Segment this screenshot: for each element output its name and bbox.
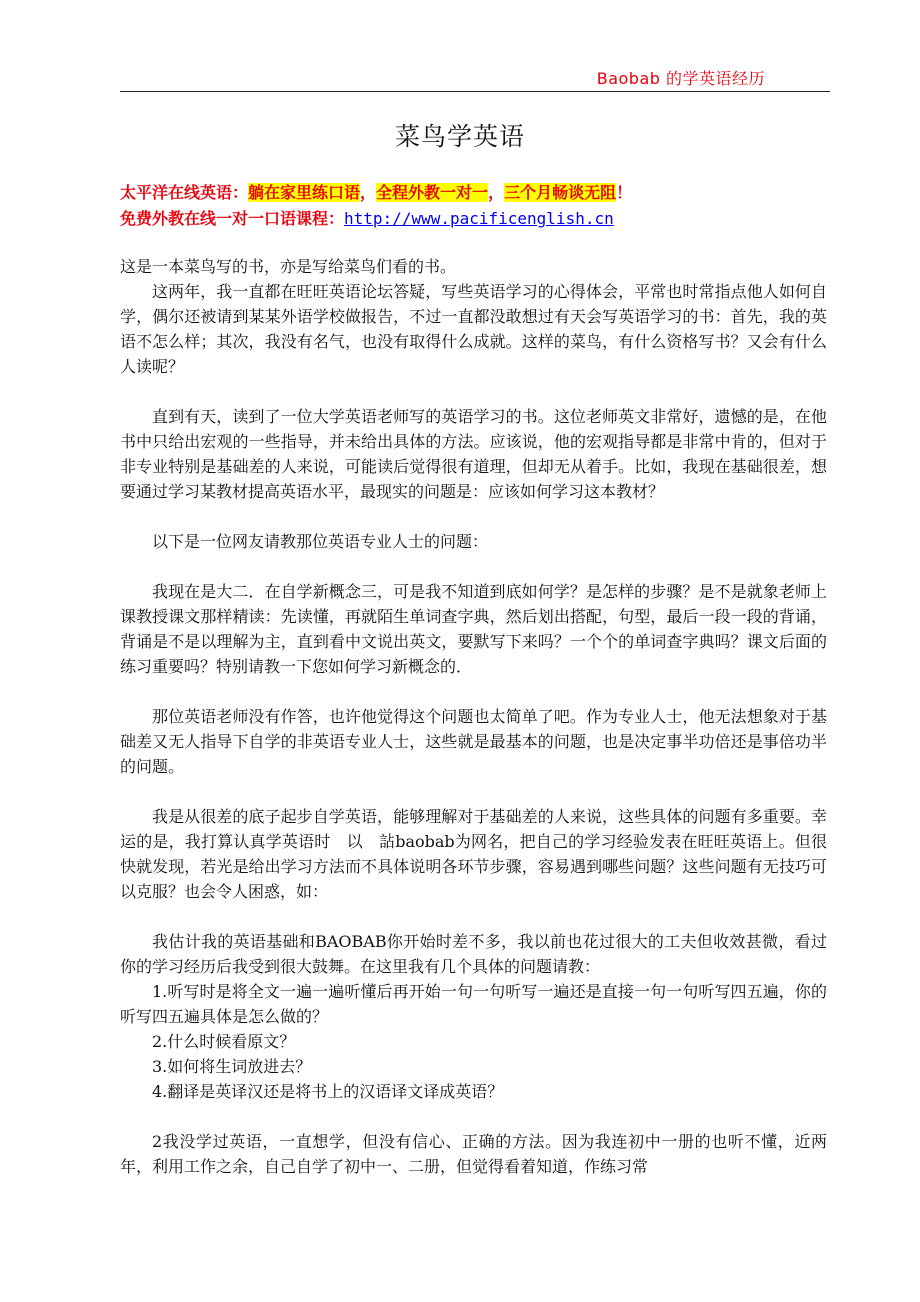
promo-separator-1: ， (360, 183, 377, 202)
running-header: Baobab 的学英语经历 (596, 69, 765, 88)
paragraph: 那位英语老师没有作答，也许他觉得这个问题也太简单了吧。作为专业人士，他无法想象对于基础差又无人指导下自学的非英语专业人士，这些就是最基本的问题，也是决定事半功倍还是事倍功半的问题。 (120, 707, 827, 776)
paragraph: 直到有天，读到了一位大学英语老师写的英语学习的书。这位老师英文非常好，遗憾的是，在他书中只给出宏观的一些指导，并未给出具体的方法。应该说，他的宏观指导都是非常中肯的，但对于非专业特别是基础差的人来说，可能读后觉得很有道理，但却无从着手。比如，我现在基础很差，想要通过学习某教材提高英语水平，最现实的问题是：应该如何学习这本教材？ (120, 407, 827, 501)
paragraph: 这两年，我一直都在旺旺英语论坛答疑，写些英语学习的心得体会，平常也时常指点他人如何自学，偶尔还被请到某某外语学校做报告，不过一直都没敢想过有天会写英语学习的书：首先，我的英语不怎么样；其次，我没有名气，也没有取得什么成就。这样的菜鸟，有什么资格写书？又会有什么人读呢？ (120, 282, 827, 376)
promo-highlight-1: 躺在家里练口语 (248, 183, 361, 202)
promo-suffix: ！ (616, 183, 633, 202)
quoted-question: 我现在是大二．在自学新概念三，可是我不知道到底如何学？是怎样的步骤？是不是就象老师上课教授课文那样精读：先读懂，再就陌生单词查字典，然后划出搭配，句型，最后一段一段的背诵，背诵是不是以理解为主，直到看中文说出英文，要默写下来吗？一个个的单词查字典吗？课文后面的练习重要吗？特别请教一下您如何学习新概念的． (120, 582, 827, 676)
promo-highlight-3: 三个月畅谈无阻 (504, 183, 617, 202)
list-item: 3.如何将生词放进去？ (152, 1057, 312, 1076)
list-item: 1.听写时是将全文一遍一遍听懂后再开始一句一句听写一遍还是直接一句一句听写四五遍，你的听写四五遍具体是怎么做的？ (120, 982, 827, 1026)
paragraph-intro: 这是一本菜鸟写的书，亦是写给菜鸟们看的书。 (120, 257, 457, 276)
promo-separator-2: ， (488, 183, 505, 202)
body-text (120, 254, 827, 1179)
list-item: 4.翻译是英译汉还是将书上的汉语译文译成英语？ (152, 1082, 504, 1101)
promo-highlight-2: 全程外教一对一 (376, 183, 489, 202)
quoted-question: 2我没学过英语，一直想学，但没有信心、正确的方法。因为我连初中一册的也听不懂，近两年，利用工作之余，自己自学了初中一、二册，但觉得看着知道，作练习常 (120, 1132, 827, 1176)
paragraph: 以下是一位网友请教那位英语专业人士的问题： (152, 532, 489, 551)
document-title: 菜鸟学英语 (394, 122, 525, 151)
promo-line-2 (120, 206, 820, 232)
promo-course-label: 免费外教在线一对一口语课程： (120, 209, 345, 228)
header-rule (120, 91, 830, 92)
promo-line-1 (120, 180, 820, 206)
promo-block (120, 180, 820, 232)
quoted-question: 我估计我的英语基础和BAOBAB你开始时差不多，我以前也花过很大的工夫但收效甚微，看过你的学习经历后我受到很大鼓舞。在这里我有几个具体的问题请教： (120, 932, 827, 976)
list-item: 2.什么时候看原文？ (152, 1032, 296, 1051)
promo-link[interactable]: http://www.pacificenglish.cn (344, 209, 614, 228)
paragraph: 我是从很差的底子起步自学英语，能够理解对于基础差的人来说，这些具体的问题有多重要。幸运的是，我打算认真学英语时 以 詀baobab为网名，把自己的学习经验发表在旺旺英语上。但很快就发现，若光是给出学习方法而不具体说明各环节步骤，容易遇到哪些问题？这些问题有无技巧可以克服？也会令人困惑，如： (120, 807, 827, 901)
promo-prefix: 太平洋在线英语： (120, 183, 249, 202)
